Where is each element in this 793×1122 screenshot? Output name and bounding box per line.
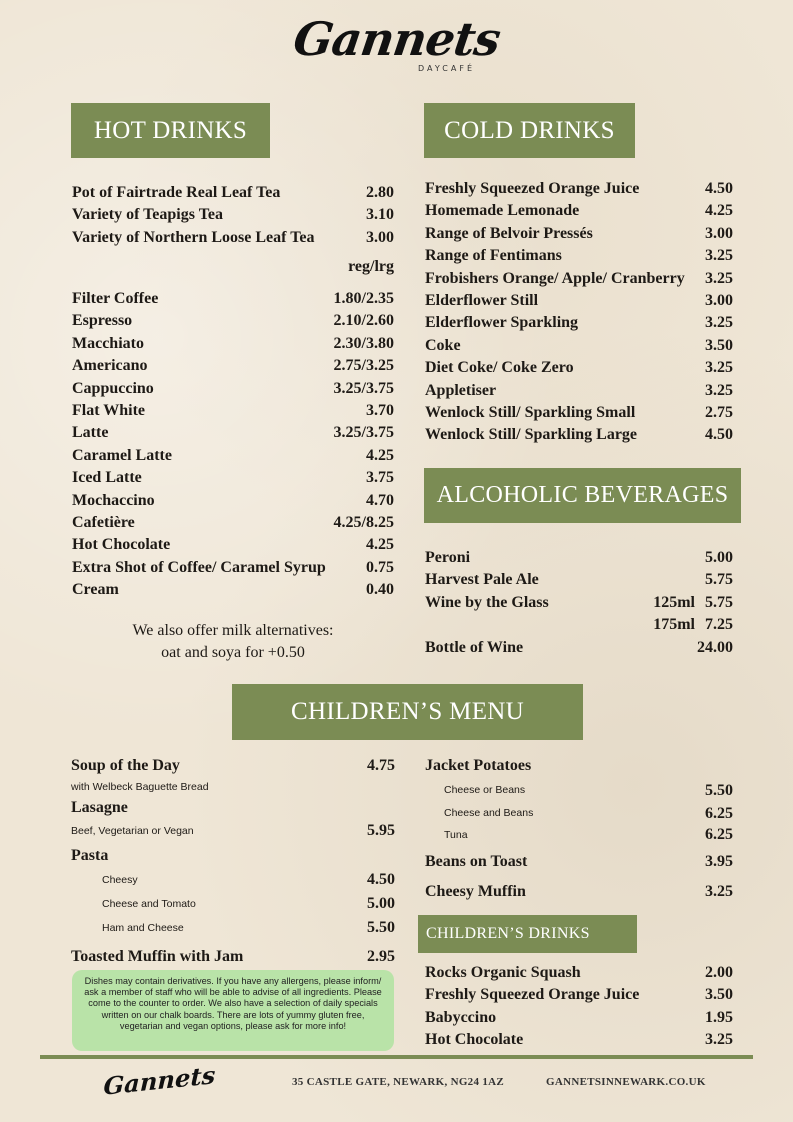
cold-drinks-list — [425, 178, 733, 447]
logo-wordmark: Gannets — [290, 12, 503, 66]
menu-item: Rocks Organic Squash 2.00 — [425, 964, 733, 981]
milk-alternatives-note: We also offer milk alternatives: oat and soya for +0.50 — [132, 622, 334, 661]
allergen-note: Dishes may contain derivatives. If you have any allergens, please inform/ ask a member of staff who will be able to advise of all ingredients. Please come to the counter to order. We also have a selection of daily specials written on our chalk boards. There are lots of yummy gluten free, vegetarian and vegan options, please ask for more info! — [72, 970, 394, 1051]
menu-item: Cream 0.40 — [72, 581, 394, 599]
footer-divider — [40, 1055, 753, 1059]
menu-item: Wine by the Glass 125ml 5.75 — [425, 593, 733, 611]
menu-item: Pasta — [71, 847, 109, 865]
childrens-menu-title: CHILDREN’S MENU — [291, 698, 524, 725]
menu-item: Appletiser 3.25 — [425, 381, 733, 399]
tea-list — [72, 182, 394, 249]
footer-website[interactable]: GANNETSINNEWARK.CO.UK — [546, 1076, 706, 1088]
coffee-list — [72, 288, 394, 602]
menu-item: Macchiato 2.30/3.80 — [72, 334, 394, 352]
menu-item: Variety of Teapigs Tea 3.10 — [72, 206, 394, 224]
menu-item: Extra Shot of Coffee/ Caramel Syrup 0.75 — [72, 558, 394, 576]
menu-item: Range of Belvoir Pressés 3.00 — [425, 224, 733, 242]
menu-item: Homemade Lemonade 4.25 — [425, 202, 733, 220]
footer-address: 35 CASTLE GATE, NEWARK, NG24 1AZ — [292, 1076, 505, 1088]
menu-item: Americano 2.75/3.25 — [72, 357, 394, 375]
menu-item: Cappuccino 3.25/3.75 — [72, 379, 394, 397]
menu-item: Beef, Vegetarian or Vegan 5.95 — [71, 821, 395, 839]
menu-item: Espresso 2.10/2.60 — [72, 312, 394, 330]
menu-item: Lasagne — [71, 799, 128, 817]
menu-item: Pot of Fairtrade Real Leaf Tea 2.80 — [72, 184, 394, 201]
alcoholic-header — [424, 468, 741, 523]
menu-item: Freshly Squeezed Orange Juice 3.50 — [425, 986, 733, 1004]
childrens-drinks-title: CHILDREN’S DRINKS — [426, 925, 590, 942]
menu-item: Frobishers Orange/ Apple/ Cranberry 3.25 — [425, 269, 733, 287]
menu-item: Elderflower Sparkling 3.25 — [425, 314, 733, 332]
menu-item: Wenlock Still/ Sparkling Small 2.75 — [425, 404, 733, 422]
menu-item: Latte 3.25/3.75 — [72, 424, 394, 442]
menu-item: Harvest Pale Ale 5.75 — [425, 571, 733, 589]
menu-item: Toasted Muffin with Jam 2.95 — [71, 947, 395, 965]
menu-option: Cheese and Beans 6.25 — [444, 805, 733, 823]
menu-item: Cheesy Muffin 3.25 — [425, 882, 733, 900]
menu-item: Iced Latte 3.75 — [72, 469, 394, 487]
menu-option: Tuna 6.25 — [444, 826, 733, 844]
menu-item: Wenlock Still/ Sparkling Large 4.50 — [425, 426, 733, 444]
menu-option: Cheese or Beans 5.50 — [444, 782, 733, 800]
footer-logo: Gannets — [102, 1060, 216, 1101]
menu-item: Flat White 3.70 — [72, 402, 394, 420]
menu-item: Hot Chocolate 4.25 — [72, 536, 394, 554]
menu-item: Beans on Toast 3.95 — [425, 853, 733, 871]
menu-item: Freshly Squeezed Orange Juice 4.50 — [425, 180, 733, 197]
hot-drinks-header — [71, 103, 270, 158]
menu-item: Filter Coffee 1.80/2.35 — [72, 290, 394, 307]
kids-right-column — [425, 755, 733, 903]
menu-item: Soup of the Day 4.75 — [71, 757, 395, 774]
logo-subtitle: DAYCAFÉ — [417, 64, 476, 73]
menu-item: Diet Coke/ Coke Zero 3.25 — [425, 359, 733, 377]
menu-option: Cheese and Tomato 5.00 — [102, 894, 395, 912]
cold-drinks-header — [424, 103, 635, 158]
menu-item: Variety of Northern Loose Leaf Tea 3.00 — [72, 228, 394, 246]
menu-item: Range of Fentimans 3.25 — [425, 247, 733, 265]
menu-item: Babyccino 1.95 — [425, 1008, 733, 1026]
menu-item: Hot Chocolate 3.25 — [425, 1031, 733, 1049]
size-label: reg/lrg — [348, 258, 394, 275]
cold-drinks-title: COLD DRINKS — [444, 116, 615, 144]
childrens-drinks-list — [425, 962, 733, 1052]
menu-item: Mochaccino 4.70 — [72, 491, 394, 509]
logo — [0, 12, 793, 73]
menu-item: Elderflower Still 3.00 — [425, 292, 733, 310]
childrens-drinks-header — [418, 915, 637, 953]
menu-item: Cafetière 4.25/8.25 — [72, 514, 394, 532]
alcoholic-title: ALCOHOLIC BEVERAGES — [436, 482, 729, 508]
menu-option: Cheesy 4.50 — [102, 870, 395, 888]
childrens-menu-header — [232, 684, 583, 740]
menu-item: 175ml 7.25 — [653, 616, 733, 634]
kids-left-column — [71, 755, 395, 968]
alcoholic-list — [425, 547, 733, 659]
menu-item-description: with Welbeck Baguette Bread — [71, 781, 209, 794]
menu-item: Caramel Latte 4.25 — [72, 446, 394, 464]
hot-drinks-title: HOT DRINKS — [93, 116, 248, 144]
menu-item: Jacket Potatoes — [425, 757, 532, 774]
menu-option: Ham and Cheese 5.50 — [102, 918, 395, 936]
menu-item: Bottle of Wine 24.00 — [425, 638, 733, 656]
menu-item: Peroni 5.00 — [425, 549, 733, 566]
menu-item: Coke 3.50 — [425, 336, 733, 354]
